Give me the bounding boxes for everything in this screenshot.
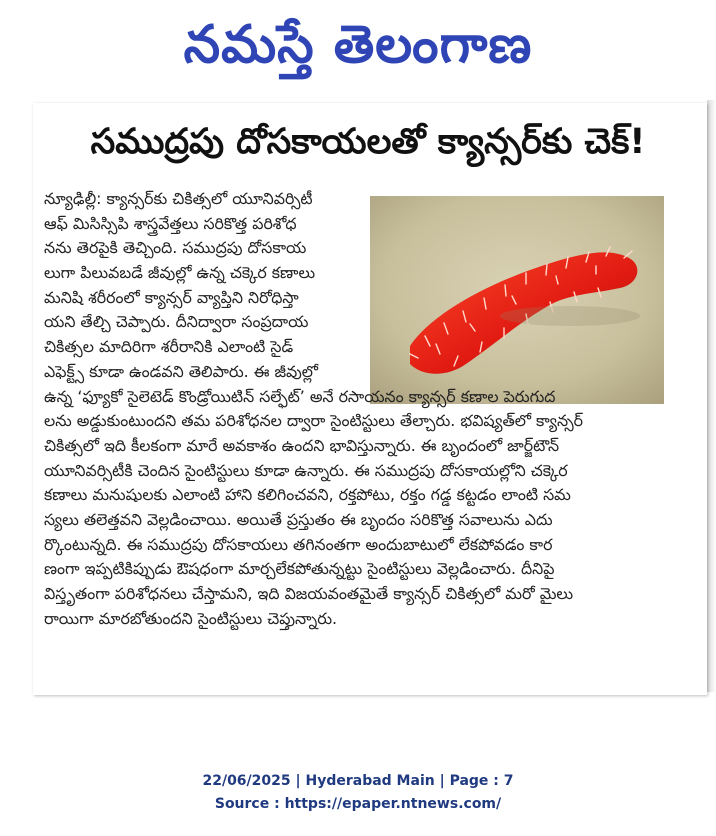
article-line: చికిత్సలో ఇది కీలకంగా మారే అవకాశం ఉందని భావిస్తున్నారు. ఈ బృందంలో జార్జ్‌టౌన్‌	[44, 435, 560, 455]
article-line: చికిత్సల మాదిరిగా శరీరానికి ఎలాంటి సైడ్‌	[44, 337, 294, 357]
article-line: ఎఫెక్ట్స్‌ కూడా ఉండవని తెలిపారు. ఈ జీవుల్లో	[44, 361, 319, 381]
article-line: నను తెరపైకి తెచ్చింది. సముద్రపు దోసకాయ	[44, 238, 307, 258]
article-line: న్యూఢిల్లీ: క్యాన్సర్‌కు చికిత్సలో యూనివర్సిటీ	[44, 189, 313, 208]
article-line: లుగా పిలువబడే జీవుల్లో ఉన్న చక్కెర కణాలు	[44, 263, 316, 283]
article-line: లను అడ్డుకుంటుందని తమ పరిశోధనల ద్వారా సైంటిస్టులు తేల్చారు. భవిష్యత్‌లో క్యాన్సర్‌	[44, 411, 584, 431]
article-line: రాయిగా మారబోతుందని సైంటిస్టులు చెప్తున్నారు.	[44, 608, 338, 628]
article-line: ణంగా ఇప్పటికిప్పుడు ఔషధంగా మార్చలేకపోతున్నట్టు సైంటిస్టులు వెల్లడించారు. దీనిపై	[44, 559, 555, 579]
article-headline: సముద్రపు దోసకాయలతో క్యాన్సర్‌కు చెక్‌!	[90, 122, 646, 162]
newspaper-masthead: నమస్తే తెలంగాణ	[183, 15, 533, 75]
article-line: కణాలు మనుషులకు ఎలాంటి హాని కలిగించవని, రక్తపోటు, రక్తం గడ్డ కట్టడం లాంటి సమ	[44, 485, 571, 505]
article-line: ఉన్న ‘ఫ్యూకో సైలెటెడ్‌ కొండ్రోయిటిన్‌ సల్ఫేట్‌’ అనే రసాయనం క్యాన్సర్‌ కణాల పెరుగుద	[44, 386, 556, 406]
article-line: యని తేల్చి చెప్పారు. దీనిద్వారా సంప్రదాయ	[44, 312, 309, 332]
footer-source-link[interactable]: Source : https://epaper.ntnews.com/	[214, 796, 502, 812]
article-clipping	[33, 103, 707, 695]
article-body	[44, 187, 696, 631]
article-line: విస్తృతంగా పరిశోధనలు చేస్తామని, ఇది విజయవంతమైతే క్యాన్సర్‌ చికిత్సలో మరో మైలు	[44, 584, 574, 603]
article-line: మనిషి శరీరంలో క్యాన్సర్‌ వ్యాప్తిని నిరోధిస్తా	[44, 287, 299, 307]
article-line: ఆఫ్‌ మిసిస్సిపి శాస్త్రవేత్తలు సరికొత్త పరిశోధ	[44, 213, 297, 233]
clip-shadow	[707, 100, 716, 692]
article-line: యూనివర్సిటీకి చెందిన సైంటిస్టులు కూడా ఉన్నారు. ఈ సముద్రపు దోసకాయల్లోని చక్కెర	[44, 460, 568, 480]
article-line: ర్కొంటున్నది. ఈ సముద్రపు దోసకాయలు తగినంతగా అందుబాటులో లేకపోవడం కార	[44, 534, 553, 554]
article-line: స్యలు తలెత్తవని వెల్లడించాయి. అయితే ప్రస్తుతం ఈ బృందం సరికొత్త సవాలును ఎదు	[44, 509, 553, 529]
footer-edition-info: 22/06/2025 | Hyderabad Main | Page : 7	[202, 773, 514, 789]
